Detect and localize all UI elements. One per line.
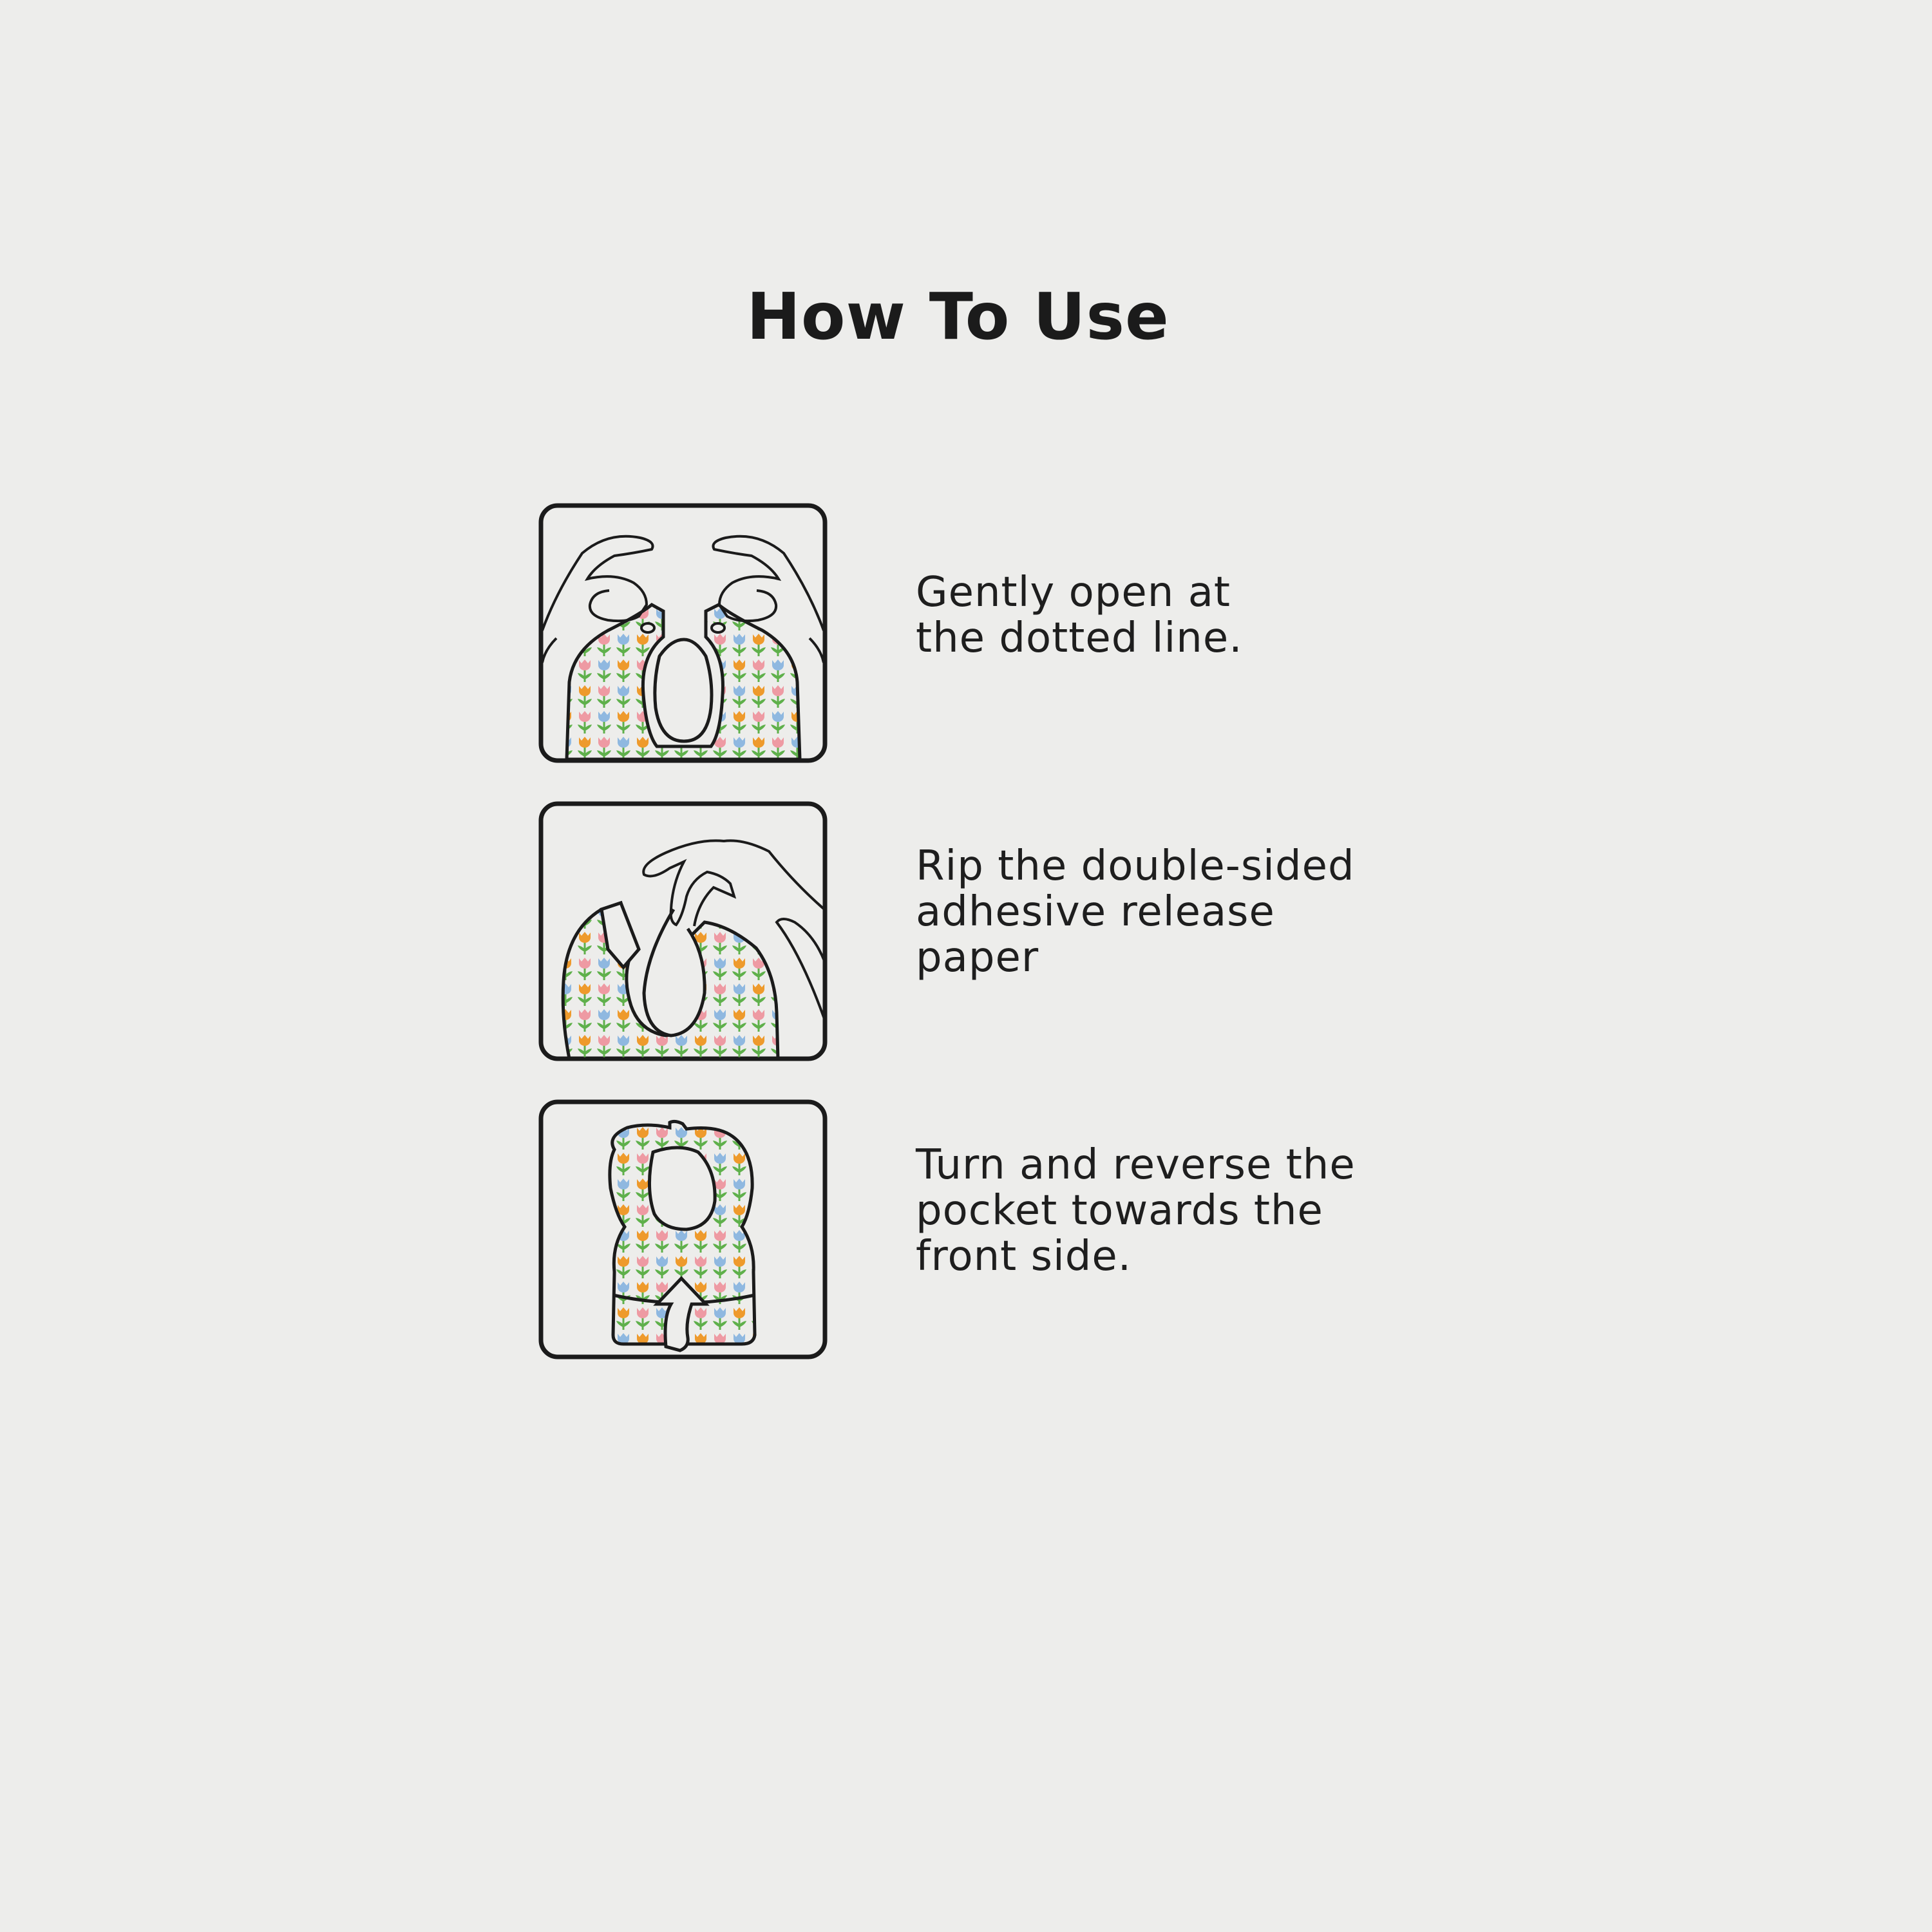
hand-peeling-release-paper-icon	[537, 800, 829, 1063]
page-title: How To Use	[746, 279, 1170, 354]
bib-pocket-flip-icon	[537, 1098, 829, 1361]
hands-opening-bib-icon	[537, 502, 829, 764]
step-3	[537, 1098, 1503, 1362]
step-2-instruction: Rip the double-sided adhesive release paper	[916, 842, 1355, 981]
step-1-instruction: Gently open at the dotted line.	[916, 569, 1243, 662]
step-3-instruction: Turn and reverse the pocket towards the front side.	[916, 1141, 1356, 1280]
step-2	[537, 800, 1503, 1064]
step-1	[537, 502, 1503, 766]
